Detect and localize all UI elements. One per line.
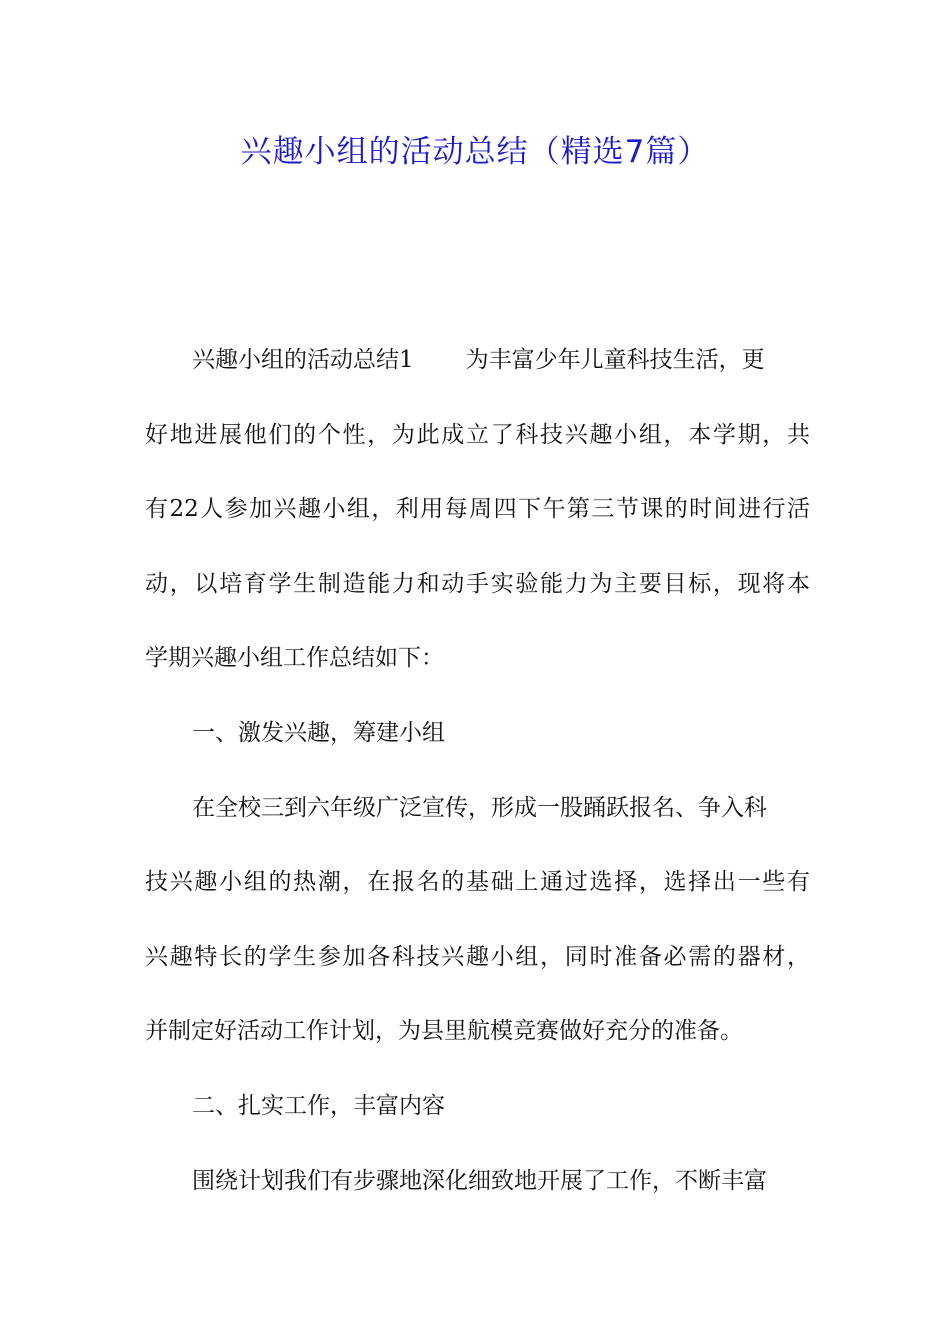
paragraph-line: 动，以培育学生制造能力和动手实验能力为主要目标，现将本	[145, 570, 810, 597]
paragraph-line: 兴趣特长的学生参加各科技兴趣小组，同时准备必需的器材，	[145, 943, 810, 970]
paragraph-line: 围绕计划我们有步骤地深化细致地开展了工作，不断丰富	[192, 1167, 767, 1194]
paragraph-line: 好地进展他们的个性，为此成立了科技兴趣小组，本学期，共	[145, 421, 810, 448]
document-title: 兴趣小组的活动总结（精选7篇）	[240, 134, 710, 170]
paragraph-line: 并制定好活动工作计划，为县里航模竞赛做好充分的准备。	[145, 1018, 743, 1045]
section-heading: 二、扎实工作，丰富内容	[192, 1092, 445, 1119]
paragraph-text: 为丰富少年儿童科技生活，更	[465, 347, 765, 373]
document-body	[145, 335, 810, 1230]
paragraph-line: 学期兴趣小组工作总结如下：	[145, 645, 444, 672]
paragraph-line	[145, 335, 810, 410]
section-heading: 一、激发兴趣，筹建小组	[192, 719, 445, 746]
paragraph-line: 在全校三到六年级广泛宣传，形成一股踊跃报名、争入科	[192, 794, 767, 821]
paragraph-line: 技兴趣小组的热潮，在报名的基础上通过选择，选择出一些有	[145, 869, 810, 896]
paragraph-line: 有22人参加兴趣小组，利用每周四下午第三节课的时间进行活	[145, 496, 810, 523]
section-heading-1: 兴趣小组的活动总结1	[192, 347, 414, 373]
